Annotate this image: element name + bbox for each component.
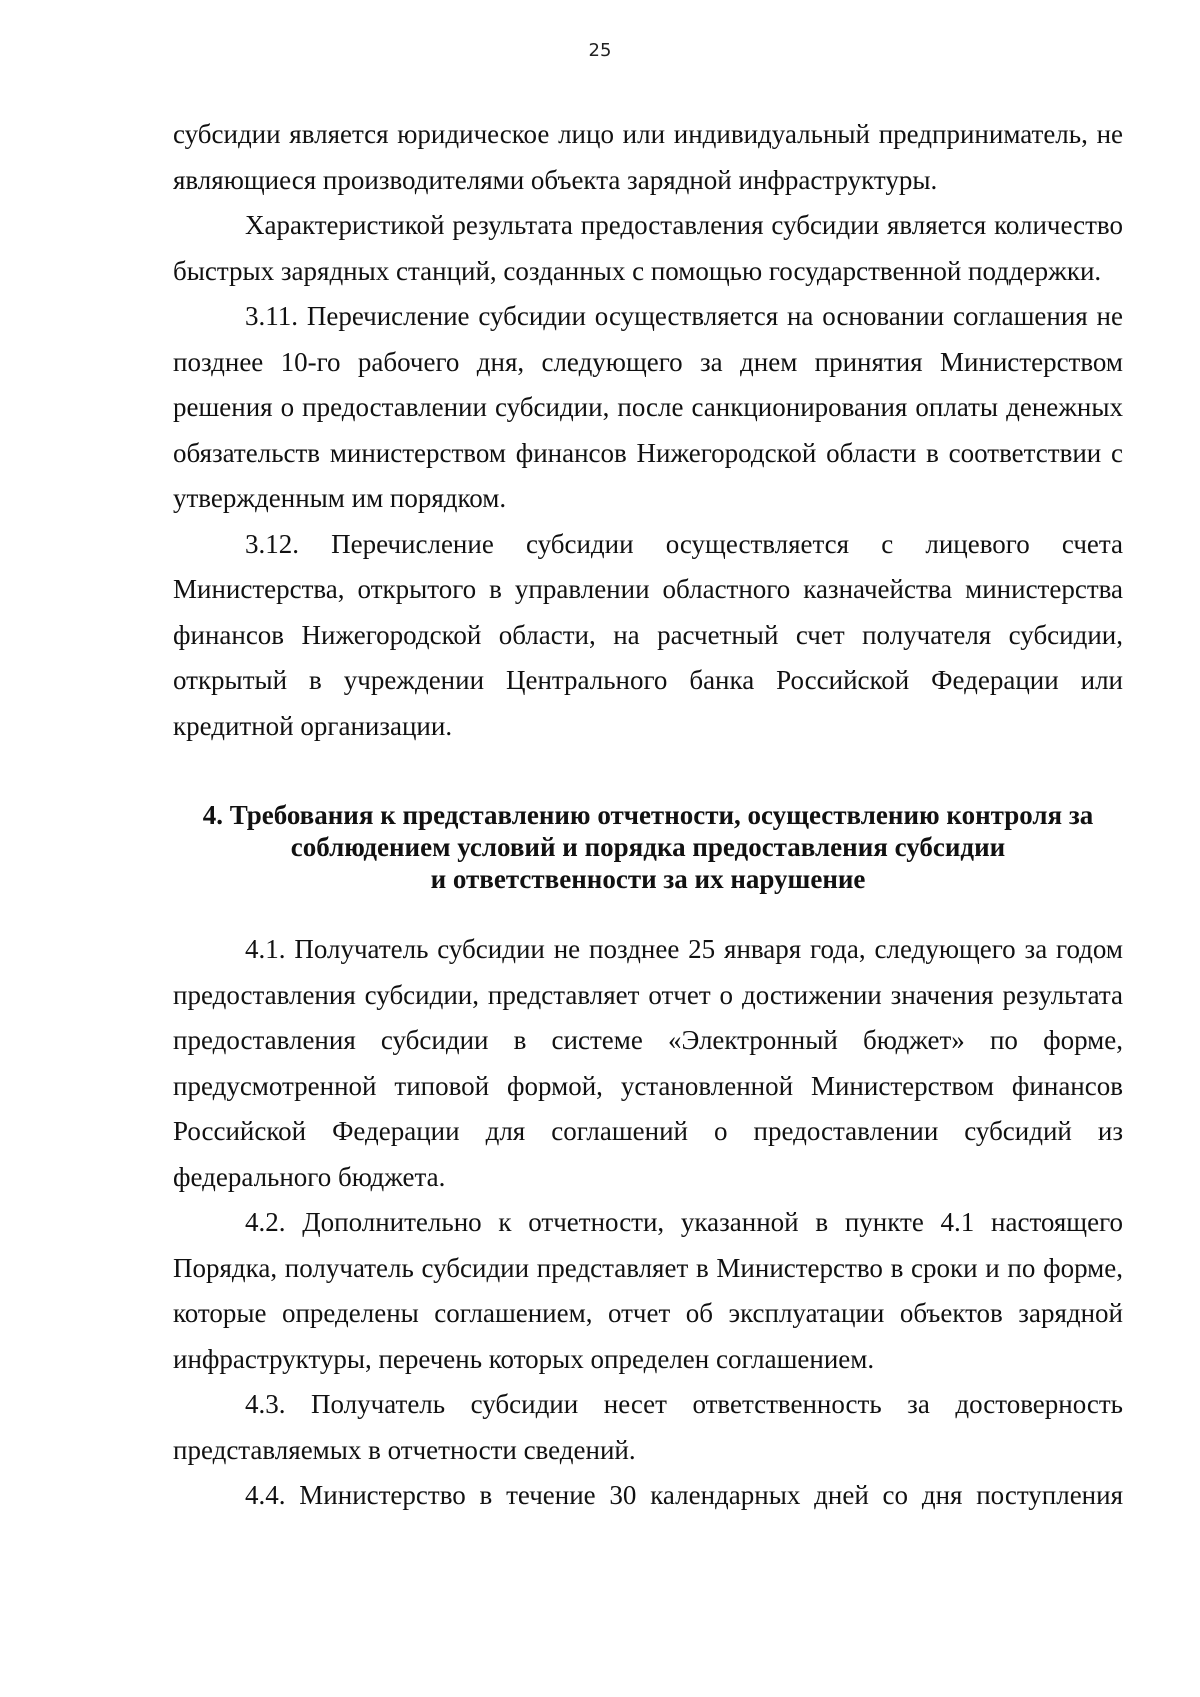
paragraph-3-12: 3.12. Перечисление субсидии осуществляется с лицевого счета Министерства, открытого в управлении областного казначейства министерства финансов Нижегородской области, на расчетный счет получателя субсидии, открытый в учреждении Центрального банка Российской Федерации или кредитной организации.: [173, 528, 1123, 741]
paragraph-4-2: 4.2. Дополнительно к отчетности, указанной в пункте 4.1 настоящего Порядка, получатель субсидии представляет в Министерство в сроки и по форме, которые определены соглашением, отчет об эксплуатации объектов зарядной инфраструктуры, перечень которых определен соглашением.: [173, 1207, 1123, 1374]
paragraph-4-3: 4.3. Получатель субсидии несет ответственность за достоверность представляемых в отчетности сведений.: [173, 1389, 1123, 1465]
paragraph-4-4: 4.4. Министерство в течение 30 календарных дней со дня поступления: [245, 1480, 1123, 1510]
section-heading-line: и ответственности за их нарушение: [430, 864, 866, 894]
section-heading-line: соблюдением условий и порядка предоставления субсидии: [290, 832, 1006, 862]
paragraph-subsidy-recipient: субсидии является юридическое лицо или индивидуальный предприниматель, не являющиеся производителями объекта зарядной инфраструктуры.: [173, 119, 1123, 195]
page-number: 25: [588, 40, 612, 61]
section-4-heading: [173, 799, 1123, 895]
section-heading-line: 4. Требования к представлению отчетности, осуществлению контроля за: [202, 800, 1094, 830]
paragraph-3-11: 3.11. Перечисление субсидии осуществляется на основании соглашения не позднее 10-го рабочего дня, следующего за днем принятия Министерством решения о предоставлении субсидии, после санкционирования оплаты денежных обязательств министерством финансов Нижегородской области в соответствии с утвержденным им порядком.: [173, 301, 1123, 513]
document-body: [173, 112, 1123, 1519]
paragraph-4-1: 4.1. Получатель субсидии не позднее 25 января года, следующего за годом предоставления субсидии, представляет отчет о достижении значения результата предоставления субсидии в системе «Электронный бюджет» по форме, предусмотренной типовой формой, установленной Министерством финансов Российской Федерации для соглашений о предоставлении субсидий из федерального бюджета.: [173, 934, 1123, 1192]
paragraph-result-characteristic: Характеристикой результата предоставления субсидии является количество быстрых зарядных станций, созданных с помощью государственной поддержки.: [173, 210, 1123, 286]
